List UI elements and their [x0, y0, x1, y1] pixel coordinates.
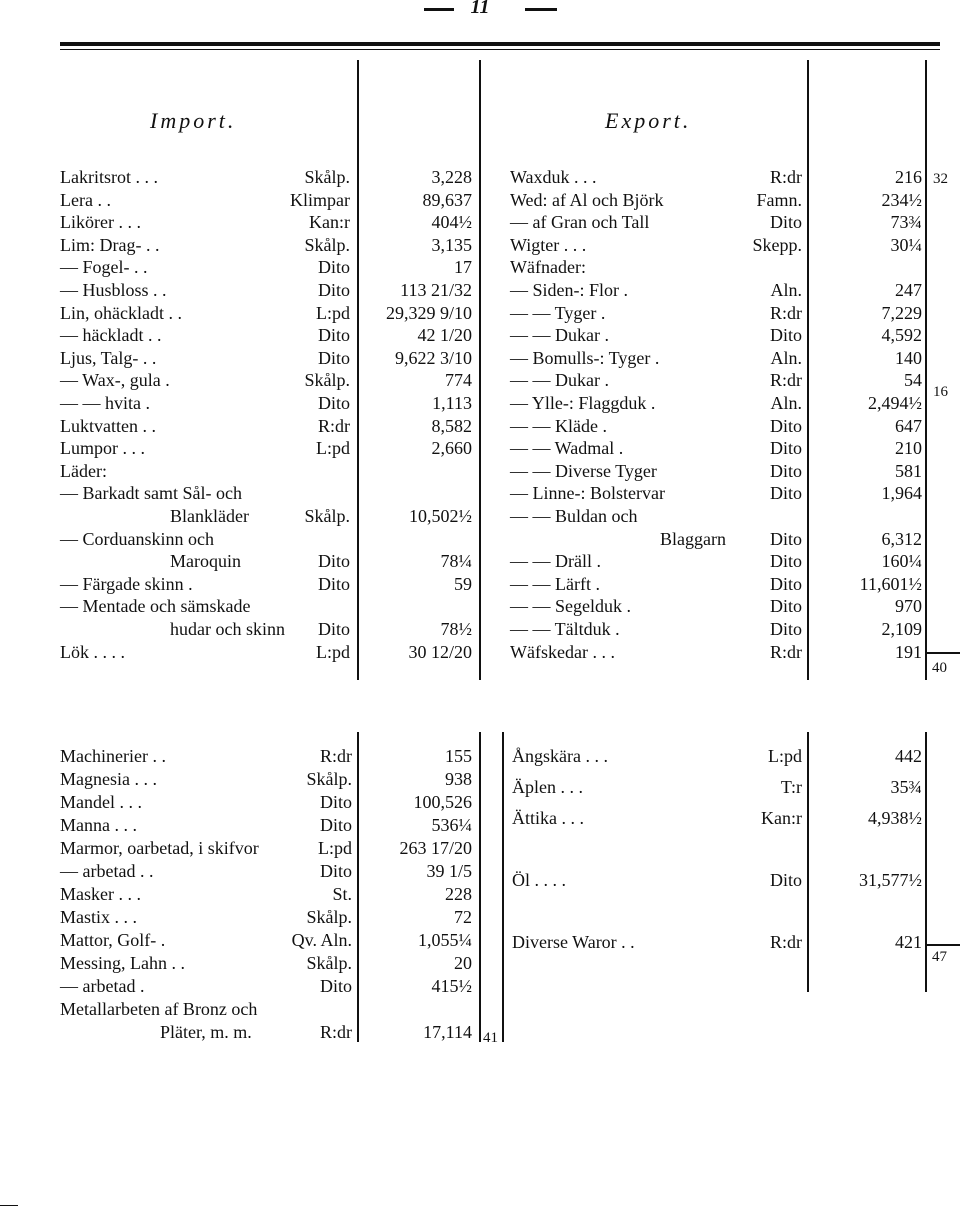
row-name: Wäfskedar . . . — [510, 641, 615, 662]
row-value: 1,964 — [881, 483, 922, 504]
row-value: 774 — [445, 370, 472, 391]
footer-mark — [0, 1205, 18, 1206]
row-name: Marmor, oarbetad, i skifvor — [60, 838, 259, 858]
row-name: hudar och skinn — [170, 619, 285, 639]
row-value: 6,312 — [881, 528, 922, 549]
row-name: — — Wadmal . — [510, 438, 624, 459]
export-heading: Export. — [605, 108, 692, 133]
row-value: 20 — [454, 953, 472, 973]
row-name: Ångskära . . . — [512, 746, 608, 766]
row-unit: Dito — [769, 415, 802, 436]
row-unit: Dito — [769, 325, 802, 346]
row-name: — — Diverse Tyger — [510, 460, 657, 481]
row-unit: Aln. — [770, 280, 802, 300]
row-value: 1,055¼ — [418, 930, 472, 950]
page-number: 11 — [470, 0, 490, 18]
row-unit: L:pd — [768, 746, 802, 766]
row-name: — Barkadt samt Sål- och — [60, 483, 242, 504]
row-unit: R:dr — [769, 932, 802, 952]
header-rule-thick — [60, 42, 940, 46]
row-value: 113 21/32 — [400, 280, 472, 300]
row-name: Messing, Lahn . . — [60, 953, 185, 973]
row-unit: Skålp. — [306, 769, 352, 789]
row-value: 2,494½ — [868, 393, 922, 413]
vrule-import-right — [479, 60, 481, 680]
row-unit: Dito — [317, 257, 350, 278]
row-name: — Corduanskinn och — [60, 528, 214, 549]
row-unit: Skålp. — [304, 506, 350, 526]
vrule-lower-right-c — [925, 732, 927, 992]
row-value: 234½ — [881, 189, 922, 210]
row-value: 4,938½ — [868, 808, 922, 828]
row-unit: R:dr — [769, 167, 802, 187]
row-name: — Linne-: Bolstervar — [510, 483, 665, 504]
row-name: Lin, ohäckladt . . — [60, 302, 182, 323]
row-name: — — Dukar . — [510, 370, 609, 391]
row-value: 3,228 — [431, 167, 472, 187]
row-unit: Skålp. — [306, 907, 352, 927]
row-unit: R:dr — [319, 1022, 352, 1042]
row-value: 3,135 — [431, 234, 472, 255]
header-dash-right — [525, 8, 557, 11]
row-name: Lök . . . . — [60, 641, 125, 662]
row-unit: Dito — [769, 551, 802, 572]
row-value: 210 — [895, 438, 922, 459]
row-unit: Kan:r — [309, 212, 350, 233]
vrule-lower-left-b — [479, 732, 481, 1042]
row-unit: L:pd — [316, 641, 350, 662]
row-value: 7,229 — [881, 302, 922, 323]
row-name: Wed: af Al och Björk — [510, 189, 664, 210]
row-unit: Kan:r — [761, 808, 802, 828]
row-name: Likörer . . . — [60, 212, 141, 233]
row-name: Blaggarn — [660, 528, 726, 549]
row-name: Mandel . . . — [60, 792, 142, 812]
row-unit: R:dr — [769, 370, 802, 391]
row-name: — arbetad . . — [60, 861, 154, 881]
row-name: — häckladt . . — [60, 325, 162, 346]
row-unit: Skepp. — [752, 234, 802, 255]
row-value: 59 — [454, 573, 472, 594]
row-value: 10,502½ — [409, 506, 472, 526]
row-unit: Dito — [769, 573, 802, 594]
row-unit: Dito — [769, 212, 802, 233]
row-value: 421 — [895, 932, 922, 952]
vrule-lower-right-b — [807, 732, 809, 992]
row-unit: Aln. — [770, 393, 802, 413]
row-name: Lumpor . . . — [60, 438, 145, 459]
row-unit: Dito — [769, 870, 802, 890]
row-value: 938 — [445, 769, 472, 789]
row-name: Maroquin — [170, 551, 241, 572]
row-value: 4,592 — [881, 325, 922, 346]
row-name: Metallarbeten af Bronz och — [60, 999, 258, 1019]
row-name: Wäfnader: — [510, 257, 586, 278]
row-unit: L:pd — [318, 838, 352, 858]
row-value: 216 — [895, 167, 922, 187]
row-name: Äplen . . . — [512, 777, 583, 797]
row-unit: Dito — [317, 551, 350, 572]
export-side-number: 40 — [932, 660, 947, 676]
row-name: Blankläder — [170, 506, 249, 526]
row-unit: Dito — [317, 280, 350, 300]
row-unit: Dito — [319, 792, 352, 812]
row-name: — — Buldan och — [510, 506, 638, 526]
row-unit: Dito — [319, 976, 352, 996]
row-unit: Dito — [769, 619, 802, 639]
row-value: 228 — [445, 884, 472, 904]
export-side-number: 16 — [933, 384, 948, 400]
row-value: 78½ — [440, 619, 472, 639]
row-value: 9,622 3/10 — [394, 347, 472, 368]
row-name: Mattor, Golf- . — [60, 930, 166, 950]
row-value: 73¾ — [890, 212, 922, 233]
row-name: — arbetad . — [60, 976, 145, 996]
row-unit: Qv. Aln. — [291, 930, 352, 950]
row-name: Luktvatten . . — [60, 415, 156, 436]
vrule-export-mid — [807, 60, 809, 680]
row-value: 17,114 — [423, 1022, 472, 1042]
row-name: — — Kläde . — [510, 415, 607, 436]
row-value: 31,577½ — [859, 870, 922, 890]
row-name: — — Dukar . — [510, 325, 609, 346]
vrule-lower-left-a — [357, 732, 359, 1042]
import-heading: Import. — [150, 108, 237, 133]
row-unit: Skålp. — [304, 234, 350, 255]
vrule-import-left — [357, 60, 359, 680]
row-name: — Siden-: Flor . — [510, 280, 629, 300]
row-unit: Dito — [769, 596, 802, 617]
row-name: — Ylle-: Flaggduk . — [510, 393, 656, 413]
row-value: 1,113 — [432, 393, 472, 413]
row-name: Wigter . . . — [510, 234, 587, 255]
row-value: 42 1/20 — [417, 325, 472, 346]
row-unit: Dito — [317, 573, 350, 594]
row-value: 2,109 — [881, 619, 922, 639]
row-name: — Husbloss . . — [60, 280, 167, 300]
row-value: 415½ — [431, 976, 472, 996]
row-unit: Dito — [317, 619, 350, 639]
row-name: — Wax-, gula . — [60, 370, 170, 391]
row-value: 536¼ — [431, 815, 472, 835]
row-value: 54 — [904, 370, 922, 391]
row-value: 11,601½ — [859, 573, 922, 594]
row-value: 100,526 — [413, 792, 472, 812]
row-name: Mastix . . . — [60, 907, 138, 927]
row-unit: Dito — [317, 325, 350, 346]
row-value: 581 — [895, 460, 922, 481]
row-unit: R:dr — [769, 641, 802, 662]
row-unit: R:dr — [769, 302, 802, 323]
row-unit: Dito — [769, 460, 802, 481]
row-value: 89,637 — [422, 189, 472, 210]
row-value: 155 — [445, 746, 472, 766]
row-name: Diverse Waror . . — [512, 932, 635, 952]
row-unit: L:pd — [316, 302, 350, 323]
row-name: Öl . . . . — [512, 870, 566, 890]
header-rule-thin — [60, 49, 940, 50]
row-unit: Skålp. — [304, 167, 350, 187]
row-value: 72 — [454, 907, 472, 927]
row-unit: Skålp. — [304, 370, 350, 391]
row-name: — af Gran och Tall — [510, 212, 650, 233]
row-name: — Bomulls-: Tyger . — [510, 347, 660, 368]
row-value: 2,660 — [431, 438, 472, 459]
row-value: 191 — [895, 641, 922, 662]
row-value: 8,582 — [431, 415, 472, 436]
row-unit: Dito — [769, 528, 802, 549]
vrule-lower-right-a — [502, 732, 504, 1042]
row-value: 970 — [895, 596, 922, 617]
row-value: 39 1/5 — [426, 861, 472, 881]
row-value: 647 — [895, 415, 922, 436]
row-value: 247 — [895, 280, 922, 300]
row-value: 78¼ — [440, 551, 472, 572]
row-unit: R:dr — [319, 746, 352, 766]
lower-right-total: 47 — [932, 949, 947, 965]
row-name: Masker . . . — [60, 884, 141, 904]
row-name: — — Segelduk . — [510, 596, 631, 617]
row-unit: Dito — [317, 347, 350, 368]
row-unit: Klimpar — [290, 189, 350, 210]
row-value: 140 — [895, 347, 922, 368]
row-value: 17 — [454, 257, 472, 278]
row-unit: R:dr — [317, 415, 350, 436]
row-value: 30 12/20 — [408, 641, 472, 662]
row-name: — Mentade och sämskade — [60, 596, 251, 617]
row-name: Ljus, Talg- . . — [60, 347, 157, 368]
row-name: Lakritsrot . . . — [60, 167, 158, 187]
row-unit: T:r — [780, 777, 802, 797]
row-name: Waxduk . . . — [510, 167, 597, 187]
row-unit: Skålp. — [306, 953, 352, 973]
header-dash-left — [424, 8, 454, 11]
row-unit: St. — [332, 884, 352, 904]
export-side-rule — [927, 652, 960, 654]
row-name: Lera . . — [60, 189, 111, 210]
vrule-export-right — [925, 60, 927, 680]
row-value: 29,329 9/10 — [385, 302, 472, 323]
row-name: — — Dräll . — [510, 551, 601, 572]
row-unit: Dito — [319, 861, 352, 881]
row-unit: Dito — [319, 815, 352, 835]
row-value: 442 — [895, 746, 922, 766]
row-unit: Famn. — [756, 189, 802, 210]
row-name: Läder: — [60, 460, 107, 481]
row-name: Magnesia . . . — [60, 769, 157, 789]
row-unit: Aln. — [770, 347, 802, 368]
row-name: Pläter, m. m. — [160, 1022, 252, 1042]
row-name: — — hvita . — [60, 393, 150, 413]
row-name: Lim: Drag- . . — [60, 234, 160, 255]
row-value: 263 17/20 — [399, 838, 472, 858]
row-name: — Färgade skinn . — [60, 573, 193, 594]
row-name: — — Tältduk . — [510, 619, 620, 639]
row-unit: L:pd — [316, 438, 350, 459]
row-name: — — Tyger . — [510, 302, 606, 323]
row-unit: Dito — [769, 483, 802, 504]
row-name: Machinerier . . — [60, 746, 166, 766]
row-value: 30¼ — [890, 234, 922, 255]
row-name: Manna . . . — [60, 815, 137, 835]
row-name: Ättika . . . — [512, 808, 584, 828]
lower-left-total: 41 — [483, 1030, 498, 1046]
export-side-number: 32 — [933, 171, 948, 187]
row-value: 35¾ — [890, 777, 922, 797]
row-name: — — Lärft . — [510, 573, 600, 594]
row-unit: Dito — [769, 438, 802, 459]
row-unit: Dito — [317, 393, 350, 413]
row-name: — Fogel- . . — [60, 257, 148, 278]
row-value: 404½ — [431, 212, 472, 233]
row-value: 160¼ — [881, 551, 922, 572]
